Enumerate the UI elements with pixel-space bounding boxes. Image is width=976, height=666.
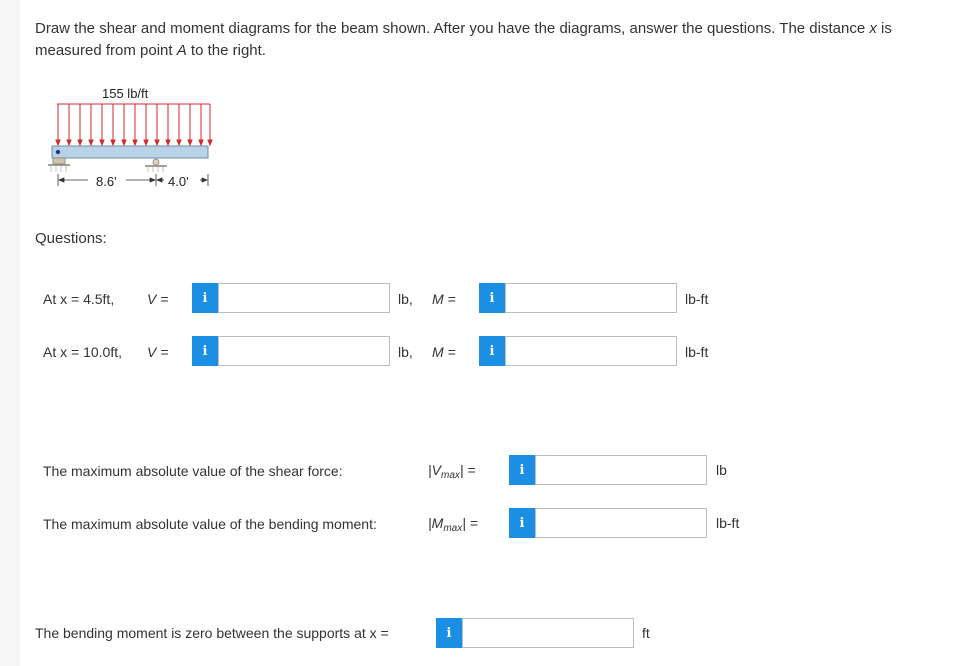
row2-m-label: M =: [432, 344, 456, 360]
row2-v-input[interactable]: [218, 336, 390, 366]
row2-v-label: V =: [147, 344, 169, 360]
row1-v-info-icon[interactable]: i: [192, 283, 218, 313]
zero-moment-info-icon[interactable]: i: [436, 618, 462, 648]
max-moment-unit: lb-ft: [716, 515, 740, 531]
distributed-load-label: 155 lb/ft: [102, 86, 149, 101]
load-arrows: [56, 104, 212, 145]
row1-m-unit: lb-ft: [685, 291, 709, 307]
row2-m-input[interactable]: [505, 336, 677, 366]
zero-moment-label: The bending moment is zero between the supports at x =: [35, 625, 389, 641]
point-a-marker: [56, 150, 60, 154]
questions-heading: Questions:: [35, 230, 107, 247]
row1-m-input[interactable]: [505, 283, 677, 313]
max-shear-symbol: $|V_{max}|$ =: [428, 462, 476, 481]
beam: [52, 146, 208, 158]
max-shear-unit: lb: [716, 462, 727, 478]
row2-v-unit: lb,: [398, 344, 413, 360]
zero-moment-input[interactable]: [462, 618, 634, 648]
dimension-label-2: 4.0': [168, 174, 189, 189]
max-shear-input[interactable]: [535, 455, 707, 485]
max-moment-input[interactable]: [535, 508, 707, 538]
row1-m-label: M =: [432, 291, 456, 307]
roller-support: [145, 159, 167, 172]
dimension-label-1: 8.6': [96, 174, 117, 189]
max-shear-label: The maximum absolute value of the shear force:: [43, 463, 343, 479]
row1-m-info-icon[interactable]: i: [479, 283, 505, 313]
row1-v-input[interactable]: [218, 283, 390, 313]
beam-figure: [44, 82, 224, 202]
max-moment-label: The maximum absolute value of the bending moment:: [43, 516, 377, 532]
row2-v-info-icon[interactable]: i: [192, 336, 218, 366]
row1-v-unit: lb,: [398, 291, 413, 307]
left-margin-strip: [0, 0, 20, 666]
max-shear-info-icon[interactable]: i: [509, 455, 535, 485]
beam-diagram: [44, 82, 224, 202]
row2-m-unit: lb-ft: [685, 344, 709, 360]
row1-position-label: At x = 4.5ft,: [43, 291, 115, 307]
problem-statement: Draw the shear and moment diagrams for the beam shown. After you have the diagrams, answer the questions. The distance x is measured from point A to the right.: [35, 20, 892, 59]
max-moment-info-icon[interactable]: i: [509, 508, 535, 538]
pin-support-a: [48, 158, 70, 172]
zero-moment-unit: ft: [642, 625, 650, 641]
row1-v-label: V =: [147, 291, 169, 307]
row2-m-info-icon[interactable]: i: [479, 336, 505, 366]
row2-position-label: At x = 10.0ft,: [43, 344, 122, 360]
max-moment-symbol: $|M_{max}|$ =: [428, 515, 478, 534]
